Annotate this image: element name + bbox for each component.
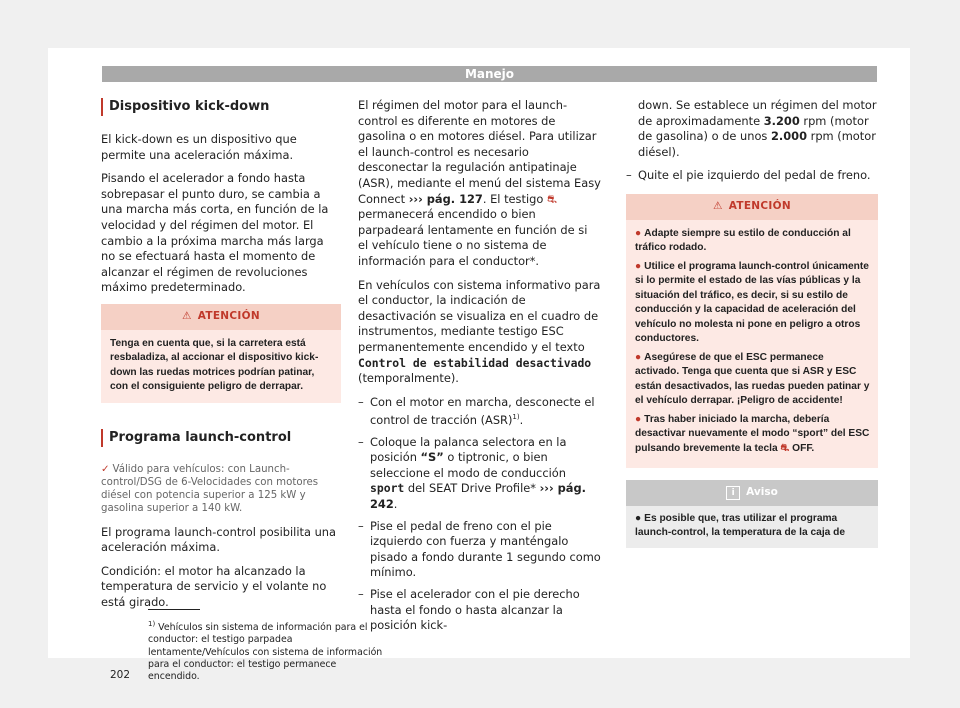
- page-reference[interactable]: ››› pág. 242: [370, 481, 586, 512]
- requirement-note: ✓ Válido para vehículos: con Launch-control/DSG de 6-Velocidades con motores diésel con potencia superior a 125 kW y gasolina superior a 140 kW.: [101, 463, 319, 514]
- traction-light-icon: ⛐: [546, 191, 557, 206]
- launch-paragraph-1: El programa launch-control posibilita una aceleración máxima.: [101, 524, 336, 555]
- column-left: [101, 98, 341, 619]
- warning-text: Tenga en cuenta que, si la carretera está resbaladiza, al accionar el dispositivo kick-down las ruedas motrices podrían patinar, con el consiguiente peligro de derrapar.: [110, 337, 319, 393]
- page-reference[interactable]: ››› pág. 127: [408, 191, 483, 206]
- kickdown-paragraph-1: El kick-down es un dispositivo que permite una aceleración máxima.: [101, 132, 297, 162]
- section-heading-launch: Programa launch-control: [101, 429, 341, 447]
- column-right: [626, 98, 878, 548]
- warning-item: ● Utilice el programa launch-control únicamente si lo permite el estado de las vías públicas y la situación del tráfico, es decir, si su estilo de conducción y la capacidad de aceleración del vehículo no molesta ni pone en peligro a otros conductores.: [635, 260, 869, 345]
- kickdown-paragraph-2: Pisando el acelerador a fondo hasta sobrepasar el punto duro, se cambia a una marcha más corta, en función de la velocidad y del régimen del motor. El cambio a la próxima marcha más larga no se efectuará hasta el momento de alcanzar el régimen de revoluciones máximo predeterminado.: [101, 171, 329, 295]
- footnote-divider: [148, 609, 200, 610]
- page-number: 202: [110, 669, 131, 681]
- warning-title: ⚠ ATENCIÓN: [101, 304, 341, 330]
- warning-triangle-icon: ⚠: [182, 309, 192, 322]
- step-item: – Pise el pedal de freno con el pie izquierdo con fuerza y manténgalo pisado a fondo durante 1 segundo como mínimo.: [358, 518, 601, 580]
- section-heading-kickdown: Dispositivo kick-down: [101, 98, 341, 116]
- column-middle: [358, 98, 601, 655]
- info-icon: i: [726, 486, 740, 500]
- launch-esc-paragraph: En vehículos con sistema informativo para el conductor, la indicación de desactivación se visualiza en el cuadro de instrumentos, mediante testigo ESC permanentemente encendido y el texto Control de estabilidad desactivado (temporalmente).: [358, 277, 601, 386]
- chapter-header: Manejo: [102, 66, 877, 82]
- warning-item: ● Asegúrese de que el ESC permanece activado. Tenga que cuenta que si ASR y ESC están desactivados, las ruedas pueden patinar y el vehículo derrapar. ¡Peligro de accidente!: [635, 351, 870, 407]
- footnote: $^{1)}$ Vehículos sin sistema de información para el conductor: el testigo parpadea lentamente/Vehículos con sistema de información para el conductor: el testigo permanece encendido.: [148, 620, 383, 682]
- warning-triangle-icon: ⚠: [713, 199, 723, 212]
- launch-paragraph-2: Condición: el motor ha alcanzado la temperatura de servicio y el volante no está girado.: [101, 563, 327, 609]
- note-title: i Aviso: [626, 480, 878, 506]
- manual-page: [48, 48, 910, 682]
- warning-box-launch: [626, 194, 878, 468]
- note-text: ● Es posible que, tras utilizar el programa launch-control, la temperatura de la caja de: [635, 512, 846, 539]
- traction-key-icon: ⛐: [780, 442, 790, 454]
- note-box: [626, 480, 878, 548]
- step-continuation: down. Se establece un régimen del motor de aproximadamente 3.200 rpm (motor de gasolina) o de unos 2.000 rpm (motor diésel).: [638, 98, 877, 159]
- step-item: – Pise el acelerador con el pie derecho hasta el fondo o hasta alcanzar la posición kick-: [358, 587, 580, 633]
- warning-item: ● Adapte siempre su estilo de conducción al tráfico rodado.: [635, 227, 851, 254]
- step-item: – Coloque la palanca selectora en la posición “S” o tiptronic, o bien seleccione el modo de conducción sport del SEAT Drive Profile* ››› pág. 242.: [358, 434, 586, 512]
- warning-item: ● Tras haber iniciado la marcha, debería desactivar nuevamente el modo “sport” del ESC pulsando brevemente la tecla ⛐ OFF.: [635, 413, 870, 454]
- warning-title: ⚠ ATENCIÓN: [626, 194, 878, 220]
- launch-asr-paragraph: El régimen del motor para el launch-control es diferente en motores de gasolina o en motores diésel. Para utilizar el launch-control es necesario desconectar la regulación antipatinaje (ASR), mediante el menú del sistema Easy Connect ››› pág. 127. El testigo ⛐ permanecerá encendido o bien parpadeará lentamente en función de si el vehículo tiene o no sistema de información para el conductor*.: [358, 98, 601, 268]
- warning-list: [626, 220, 878, 469]
- check-icon: ✓: [101, 463, 110, 475]
- step-item: – Con el motor en marcha, desconecte el control de tracción (ASR)$^{1)}$.: [358, 394, 595, 428]
- step-item: – Quite el pie izquierdo del pedal de freno.: [626, 168, 871, 183]
- warning-box-kickdown: [101, 304, 341, 403]
- display-text: Control de estabilidad desactivado: [358, 355, 592, 370]
